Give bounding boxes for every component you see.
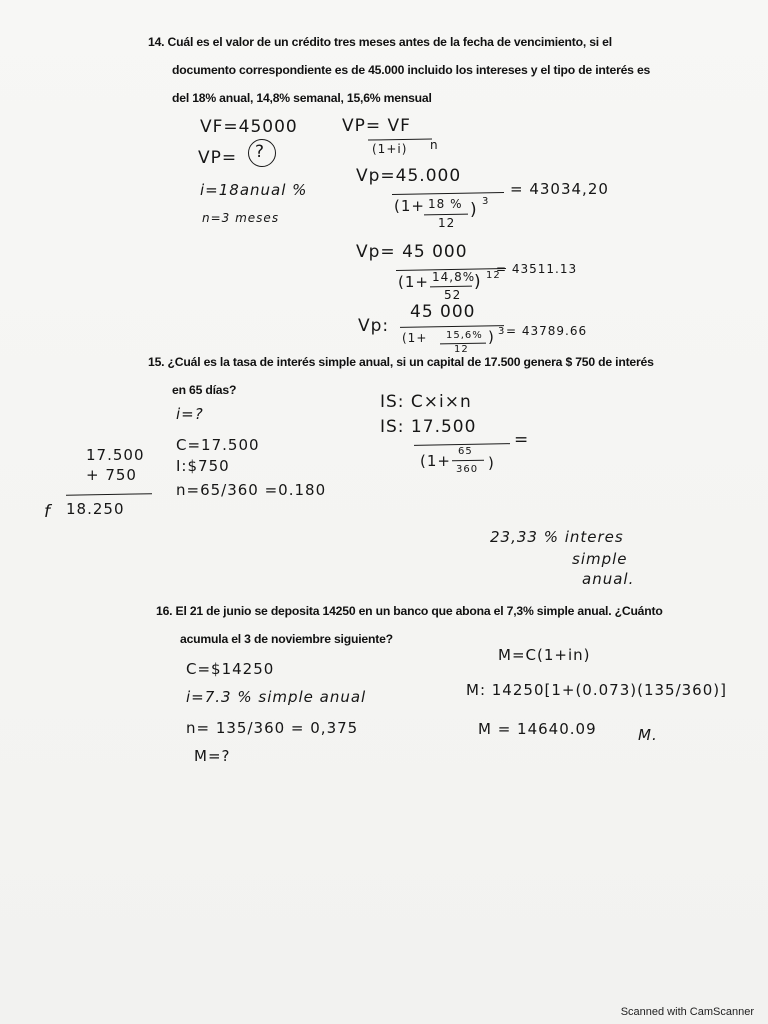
q14-calc1-exp: 3 — [482, 196, 490, 207]
q14-n: n=3 meses — [202, 211, 280, 225]
q14-calc2-frac-num: 14,8% — [432, 270, 476, 284]
q15-add-a: 17.500 — [86, 446, 145, 464]
q14-calc1-den-open: (1+ — [394, 197, 425, 215]
q14-calc1-num: Vp=45.000 — [356, 166, 462, 186]
q16-formula: M=C(1+in) — [498, 646, 591, 664]
q14-vf: VF=45000 — [200, 117, 298, 137]
q14-calc2-exp: 12 — [486, 270, 501, 281]
q15-calc-den-close: ) — [488, 454, 495, 472]
q14-calc3-frac-den: 12 — [454, 344, 469, 355]
q14-formula-bar — [368, 138, 432, 140]
scanner-watermark: Scanned with CamScanner — [620, 1006, 754, 1018]
q15-calc-den-open: (1+ — [420, 452, 451, 470]
q14-calc1-frac-den: 12 — [438, 216, 456, 230]
q14-calc3-frac-num: 15,6% — [446, 330, 483, 341]
question-15-line-2: en 65 días? — [172, 383, 237, 397]
q16-m: M=? — [194, 747, 231, 765]
q14-calc2-num: Vp= 45 000 — [356, 242, 468, 262]
q14-calc2-frac-den: 52 — [444, 288, 462, 302]
q15-calc-frac-num: 65 — [458, 446, 473, 457]
q14-calc3-den-open: (1+ — [402, 331, 428, 345]
q14-calc2-den-close: ) — [474, 272, 482, 292]
q15-i: i=? — [176, 405, 204, 423]
question-15-line-1: 15. ¿Cuál es la tasa de interés simple anual, si un capital de 17.500 genera $ 750 de interés — [148, 355, 654, 369]
q14-calc3-result: = 43789.66 — [506, 324, 588, 338]
q14-calc2-result: = 43511.13 — [496, 262, 578, 276]
q15-is: I:$750 — [176, 457, 230, 475]
q16-calc: M: 14250[1+(0.073)(135/360)] — [466, 681, 727, 699]
q14-calc1-den-close: ) — [470, 200, 478, 220]
q15-calc-eq: = — [514, 430, 530, 450]
q14-vp-unknown: ? — [255, 142, 266, 162]
q15-n: n=65/360 =0.180 — [176, 481, 327, 499]
q14-formula-num: VP= VF — [342, 116, 411, 136]
question-14 — [148, 28, 650, 112]
q15-add-total: 18.250 — [66, 500, 125, 518]
q16-i: i=7.3 % simple anual — [186, 688, 367, 706]
question-16 — [156, 597, 663, 653]
q15-calc-num: IS: 17.500 — [380, 417, 477, 437]
q15-calc-frac-den: 360 — [456, 464, 479, 475]
q14-calc1-result: = 43034,20 — [510, 180, 609, 198]
q16-n: n= 135/360 = 0,375 — [186, 719, 359, 737]
q15-add-bar — [66, 493, 152, 496]
q16-result-unit: M. — [638, 726, 658, 744]
q14-calc3-den-close: ) — [488, 328, 495, 346]
q14-calc3-exp: 3 — [498, 326, 506, 337]
q14-formula-den: (1+i) — [372, 142, 408, 156]
q14-calc3-label: Vp: — [358, 316, 390, 336]
q14-formula-exp: n — [430, 138, 439, 152]
question-14-line-3: del 18% anual, 14,8% semanal, 15,6% mensual — [172, 91, 432, 105]
q15-c: C=17.500 — [176, 436, 260, 454]
q14-vp: VP= — [198, 148, 238, 168]
question-16-line-1: 16. El 21 de junio se deposita 14250 en un banco que abona el 7,3% simple anual. ¿Cuánto — [156, 604, 663, 618]
q14-calc2-den-open: (1+ — [398, 273, 429, 291]
q15-answer-line-1: 23,33 % interes — [490, 528, 624, 546]
q15-add-mark: f — [44, 502, 51, 522]
question-14-line-1: 14. Cuál es el valor de un crédito tres meses antes de la fecha de vencimiento, si el — [148, 35, 612, 49]
q15-formula: IS: C×i×n — [380, 392, 472, 412]
q15-calc-frac-bar — [452, 460, 484, 462]
q14-i: i=18anual % — [200, 181, 308, 199]
q14-calc1-frac-num: 18 % — [428, 197, 463, 211]
q15-answer-line-3: anual. — [582, 570, 635, 588]
question-14-line-2: documento correspondiente es de 45.000 incluido los intereses y el tipo de interés es — [172, 63, 651, 77]
q15-add-b: + 750 — [86, 466, 137, 484]
q16-c: C=$14250 — [186, 660, 275, 678]
q15-answer-line-2: simple — [572, 550, 628, 568]
question-16-line-2: acumula el 3 de noviembre siguiente? — [180, 632, 393, 646]
q16-result: M = 14640.09 — [478, 720, 597, 738]
q14-calc1-bar — [392, 192, 504, 195]
q14-calc3-num: 45 000 — [410, 302, 476, 322]
